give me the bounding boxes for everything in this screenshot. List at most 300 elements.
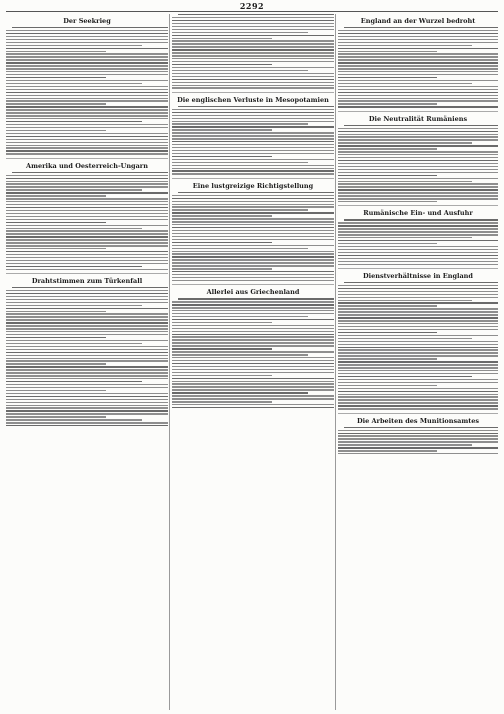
- text-line: [172, 118, 334, 119]
- text-line: [172, 67, 334, 68]
- text-line: [6, 308, 168, 309]
- text-line: [6, 189, 142, 190]
- text-line: [6, 74, 168, 75]
- text-line: [338, 453, 498, 454]
- text-line: [338, 370, 498, 371]
- text-line: [172, 218, 334, 219]
- text-line: [6, 53, 168, 54]
- text-line: [178, 298, 334, 299]
- text-line: [338, 166, 498, 167]
- text-line: [172, 168, 334, 169]
- text-line: [338, 246, 498, 247]
- text-line: [172, 82, 334, 83]
- text-line: [6, 328, 168, 329]
- text-line: [6, 136, 168, 137]
- article-separator: [6, 273, 168, 274]
- text-line: [6, 230, 168, 231]
- article-headline: England an der Wurzel bedroht: [360, 17, 476, 25]
- text-line: [172, 268, 272, 269]
- text-line: [6, 86, 168, 87]
- text-line: [172, 274, 334, 275]
- text-line: [338, 332, 437, 333]
- column-2: [172, 14, 334, 710]
- text-line: [172, 32, 308, 33]
- text-line: [12, 27, 168, 28]
- text-line: [6, 334, 168, 335]
- text-line: [172, 73, 334, 74]
- text-line: [172, 64, 272, 65]
- text-line: [6, 92, 168, 93]
- text-line: [338, 300, 472, 301]
- text-line: [338, 80, 498, 81]
- text-line: [172, 236, 334, 237]
- text-line: [338, 302, 498, 303]
- text-line: [172, 195, 334, 196]
- text-line: [172, 112, 334, 113]
- text-line: [338, 237, 472, 238]
- text-line: [172, 43, 334, 44]
- text-line: [172, 230, 334, 231]
- text-line: [6, 33, 168, 34]
- text-line: [6, 56, 168, 57]
- text-line: [172, 372, 334, 373]
- text-line: [6, 290, 168, 291]
- text-line: [338, 297, 498, 298]
- text-line: [6, 322, 168, 323]
- text-line: [338, 399, 498, 400]
- text-line: [6, 254, 168, 255]
- text-line: [6, 45, 142, 46]
- text-line: [172, 173, 334, 174]
- text-line: [6, 375, 168, 376]
- text-line: [172, 245, 334, 246]
- text-line: [6, 363, 106, 364]
- article-headline: Die englischen Verluste in Mesopotamien: [177, 95, 329, 104]
- text-line: [6, 260, 168, 261]
- text-line: [338, 447, 498, 448]
- text-line: [172, 251, 334, 252]
- text-line: [338, 77, 437, 78]
- column-divider: [169, 14, 170, 710]
- text-line: [6, 62, 168, 63]
- text-line: [6, 407, 168, 408]
- text-line: [338, 258, 498, 259]
- text-line: [172, 404, 334, 405]
- article-headline: Rumänische Ein- und Ausfuhr: [363, 209, 473, 218]
- text-line: [6, 150, 168, 151]
- text-line: [6, 98, 168, 99]
- text-line: [172, 170, 334, 171]
- text-line: [172, 325, 334, 326]
- text-line: [338, 329, 498, 330]
- text-line: [338, 95, 498, 96]
- text-line: [6, 293, 168, 294]
- text-line: [338, 252, 498, 253]
- text-line: [338, 83, 472, 84]
- text-line: [344, 125, 498, 126]
- text-line: [338, 92, 498, 93]
- text-line: [172, 23, 334, 24]
- text-line: [338, 311, 498, 312]
- text-line: [172, 310, 334, 311]
- text-line: [338, 234, 498, 235]
- text-line: [338, 86, 498, 87]
- text-line: [338, 323, 498, 324]
- text-line: [6, 269, 168, 270]
- text-line: [338, 382, 498, 383]
- text-line: [172, 271, 334, 272]
- text-line: [6, 139, 168, 140]
- article-headline: Drahtstimmen zum Türkenfall: [31, 277, 143, 286]
- text-line: [6, 65, 168, 66]
- text-line: [172, 265, 334, 266]
- text-line: [6, 381, 142, 382]
- text-line: [338, 294, 498, 295]
- text-line: [172, 162, 308, 163]
- text-line: [344, 282, 498, 283]
- text-line: [172, 322, 272, 323]
- text-line: [12, 172, 168, 173]
- text-line: [6, 405, 168, 406]
- text-line: [6, 118, 168, 119]
- text-line: [172, 407, 334, 408]
- text-line: [338, 450, 437, 451]
- text-line: [338, 231, 498, 232]
- text-line: [172, 386, 334, 387]
- text-line: [172, 138, 334, 139]
- text-line: [338, 385, 437, 386]
- text-line: [6, 305, 142, 306]
- text-line: [6, 130, 106, 131]
- text-line: [172, 307, 334, 308]
- text-line: [344, 219, 498, 220]
- text-line: [172, 239, 334, 240]
- text-line: [338, 157, 498, 158]
- text-line: [6, 77, 106, 78]
- text-line: [6, 106, 168, 107]
- text-line: [338, 192, 498, 193]
- text-line: [338, 131, 498, 132]
- text-line: [338, 402, 498, 403]
- text-line: [172, 334, 334, 335]
- text-line: [6, 245, 168, 246]
- text-line: [338, 305, 437, 306]
- text-line: [172, 135, 334, 136]
- text-line: [338, 175, 437, 176]
- text-line: [178, 106, 334, 107]
- text-line: [338, 145, 498, 146]
- text-line: [338, 62, 498, 63]
- text-line: [172, 319, 334, 320]
- text-line: [338, 291, 498, 292]
- article-headline: Amerika und Oesterreich-Ungarn: [26, 161, 148, 170]
- text-line: [338, 151, 498, 152]
- text-line: [338, 358, 437, 359]
- text-line: [6, 358, 168, 359]
- text-line: [172, 49, 334, 50]
- text-line: [338, 249, 498, 250]
- text-line: [338, 160, 498, 161]
- text-line: [6, 103, 106, 104]
- text-line: [6, 251, 168, 252]
- text-line: [172, 35, 334, 36]
- text-line: [6, 142, 168, 143]
- text-line: [338, 71, 498, 72]
- text-line: [172, 339, 334, 340]
- text-line: [338, 181, 472, 182]
- article-headline: Allerlei aus Griechenland: [206, 288, 300, 297]
- text-line: [6, 349, 168, 350]
- text-line: [178, 14, 334, 15]
- text-line: [338, 103, 437, 104]
- article-separator: [172, 178, 334, 179]
- text-line: [6, 331, 168, 332]
- text-line: [6, 425, 168, 426]
- text-line: [6, 178, 168, 179]
- text-line: [338, 186, 498, 187]
- text-line: [6, 175, 168, 176]
- text-line: [6, 419, 142, 420]
- text-line: [338, 347, 498, 348]
- text-line: [6, 213, 168, 214]
- text-line: [338, 201, 437, 202]
- text-line: [338, 394, 498, 395]
- text-line: [6, 71, 168, 72]
- text-line: [6, 115, 168, 116]
- text-line: [172, 70, 308, 71]
- page-number: 2292: [239, 1, 265, 11]
- text-line: [6, 319, 168, 320]
- text-line: [6, 153, 168, 154]
- column-3: [338, 14, 498, 710]
- text-line: [6, 186, 168, 187]
- text-line: [172, 256, 334, 257]
- text-line: [6, 147, 168, 148]
- text-line: [172, 38, 272, 39]
- article-headline: Die Arbeiten des Munitionsamtes: [356, 416, 480, 425]
- text-line: [6, 133, 168, 134]
- text-line: [6, 228, 142, 229]
- text-line: [172, 212, 334, 213]
- text-line: [6, 266, 142, 267]
- text-line: [6, 257, 168, 258]
- text-line: [6, 80, 168, 81]
- text-line: [172, 147, 334, 148]
- text-line: [6, 236, 168, 237]
- text-line: [338, 341, 498, 342]
- text-line: [172, 369, 334, 370]
- text-line: [172, 336, 334, 337]
- text-line: [6, 68, 168, 69]
- text-line: [338, 195, 498, 196]
- text-line: [6, 36, 168, 37]
- text-line: [338, 338, 472, 339]
- text-line: [338, 444, 472, 445]
- text-line: [172, 206, 334, 207]
- text-line: [172, 52, 334, 53]
- text-line: [172, 363, 334, 364]
- text-line: [6, 30, 168, 31]
- text-line: [6, 121, 142, 122]
- text-line: [6, 378, 168, 379]
- text-line: [172, 198, 334, 199]
- text-line: [6, 59, 168, 60]
- text-line: [172, 209, 308, 210]
- text-line: [172, 126, 334, 127]
- text-line: [172, 141, 334, 142]
- text-line: [6, 109, 168, 110]
- article-separator: [172, 92, 334, 93]
- text-line: [172, 159, 334, 160]
- top-rule: [6, 11, 498, 12]
- text-line: [338, 163, 498, 164]
- text-line: [172, 357, 334, 358]
- text-line: [6, 325, 168, 326]
- text-line: [338, 285, 498, 286]
- text-line: [6, 248, 106, 249]
- text-line: [172, 360, 334, 361]
- text-line: [338, 438, 498, 439]
- text-line: [338, 106, 498, 107]
- text-line: [172, 144, 334, 145]
- text-line: [172, 253, 334, 254]
- text-line: [6, 89, 168, 90]
- text-line: [172, 277, 334, 278]
- text-line: [172, 129, 272, 130]
- text-line: [172, 259, 334, 260]
- text-line: [6, 204, 168, 205]
- text-line: [172, 115, 334, 116]
- text-line: [338, 225, 498, 226]
- text-line: [172, 109, 334, 110]
- text-line: [338, 33, 498, 34]
- text-line: [172, 331, 334, 332]
- text-line: [6, 340, 168, 341]
- text-line: [6, 399, 168, 400]
- text-line: [6, 355, 168, 356]
- text-line: [338, 344, 498, 345]
- text-line: [338, 441, 498, 442]
- text-line: [172, 381, 334, 382]
- text-line: [172, 58, 334, 59]
- text-line: [344, 27, 498, 28]
- text-line: [338, 178, 498, 179]
- text-line: [6, 201, 168, 202]
- text-line: [6, 416, 106, 417]
- text-line: [172, 29, 334, 30]
- text-line: [172, 150, 334, 151]
- text-line: [6, 372, 168, 373]
- text-line: [6, 112, 168, 113]
- text-line: [338, 408, 498, 409]
- text-line: [6, 360, 168, 361]
- text-line: [338, 134, 498, 135]
- text-line: [172, 280, 334, 281]
- text-line: [338, 39, 498, 40]
- text-line: [172, 313, 334, 314]
- text-line: [6, 390, 106, 391]
- text-line: [172, 165, 334, 166]
- text-line: [338, 51, 437, 52]
- text-line: [338, 261, 498, 262]
- text-line: [338, 222, 498, 223]
- text-line: [6, 302, 168, 303]
- text-line: [172, 227, 334, 228]
- text-line: [338, 228, 498, 229]
- text-line: [172, 85, 334, 86]
- text-line: [172, 153, 334, 154]
- text-line: [172, 248, 308, 249]
- text-line: [338, 172, 498, 173]
- text-line: [338, 355, 498, 356]
- text-line: [338, 198, 498, 199]
- text-line: [172, 123, 308, 124]
- text-line: [338, 68, 498, 69]
- text-line: [338, 391, 498, 392]
- text-line: [172, 224, 334, 225]
- text-line: [338, 388, 498, 389]
- article-separator: [172, 284, 334, 285]
- text-line: [172, 328, 334, 329]
- text-line: [172, 345, 334, 346]
- text-line: [338, 367, 498, 368]
- article-headline: Der Seekrieg: [63, 17, 111, 25]
- text-line: [338, 56, 498, 57]
- text-line: [6, 384, 168, 385]
- text-line: [6, 296, 168, 297]
- text-line: [6, 127, 168, 128]
- text-line: [6, 413, 168, 414]
- text-line: [338, 42, 498, 43]
- text-line: [6, 337, 106, 338]
- text-line: [6, 39, 168, 40]
- article-headline: Dienstverhältnisse in England: [363, 271, 473, 280]
- text-line: [338, 314, 498, 315]
- article-separator: [6, 158, 168, 159]
- text-line: [172, 156, 272, 157]
- text-line: [172, 40, 334, 41]
- text-line: [172, 132, 334, 133]
- text-line: [338, 379, 498, 380]
- article-separator: [338, 413, 498, 414]
- text-line: [338, 45, 472, 46]
- text-line: [172, 351, 334, 352]
- text-line: [6, 369, 168, 370]
- text-line: [338, 326, 498, 327]
- text-line: [6, 396, 168, 397]
- text-line: [172, 242, 272, 243]
- text-line: [6, 207, 168, 208]
- text-line: [172, 55, 334, 56]
- text-line: [6, 183, 168, 184]
- text-line: [338, 98, 498, 99]
- text-line: [172, 398, 334, 399]
- text-line: [6, 225, 168, 226]
- column-1: [6, 14, 168, 710]
- text-line: [12, 287, 168, 288]
- article-headline: Eine lustgreizige Richtigstellung: [192, 181, 314, 190]
- article-separator: [338, 111, 498, 112]
- text-line: [6, 42, 168, 43]
- text-line: [6, 95, 168, 96]
- text-line: [338, 30, 498, 31]
- text-line: [338, 373, 498, 374]
- text-line: [172, 262, 334, 263]
- text-line: [6, 219, 168, 220]
- text-line: [6, 181, 168, 182]
- text-line: [172, 76, 334, 77]
- text-line: [338, 65, 498, 66]
